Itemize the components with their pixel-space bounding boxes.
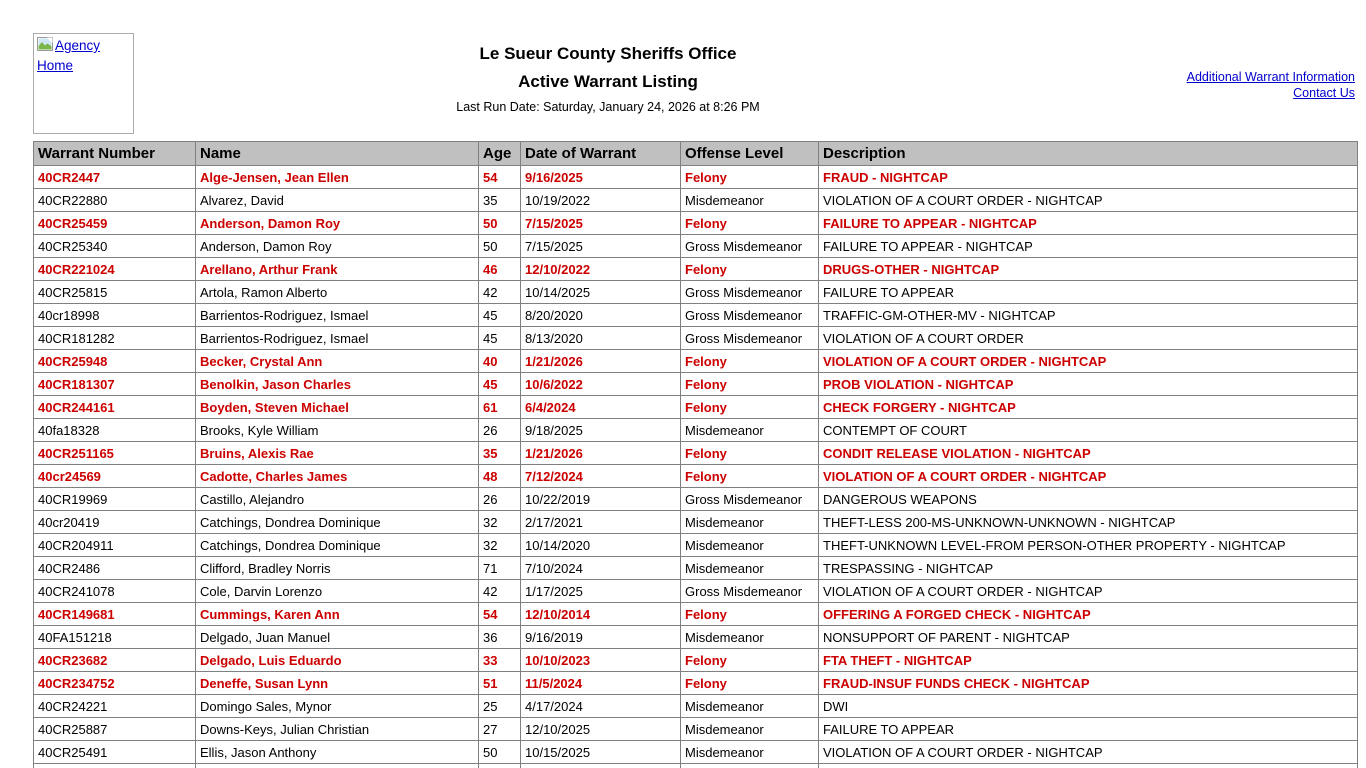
table-row [34, 511, 1358, 534]
date-of-warrant-cell: 10/22/2019 [521, 488, 681, 511]
date-of-warrant-cell: 2/17/2021 [521, 511, 681, 534]
table-row [34, 442, 1358, 465]
warrant-number-cell: 40CR244161 [34, 396, 196, 419]
age-cell: 54 [479, 166, 521, 189]
age-cell: 45 [479, 373, 521, 396]
warrant-number-cell: 40CR25459 [34, 212, 196, 235]
name-cell: Brooks, Kyle William [196, 419, 479, 442]
description-cell: VIOLATION OF A COURT ORDER [819, 327, 1358, 350]
table-row [34, 465, 1358, 488]
offense-level-cell: Felony [681, 649, 819, 672]
name-cell: Cummings, Karen Ann [196, 603, 479, 626]
page-header [0, 0, 1366, 141]
date-of-warrant-cell: 12/10/2022 [521, 258, 681, 281]
description-cell: FRAUD-INSUF FUNDS CHECK - NIGHTCAP [819, 672, 1358, 695]
name-cell: Arellano, Arthur Frank [196, 258, 479, 281]
table-row [34, 626, 1358, 649]
offense-level-cell: Misdemeanor [681, 419, 819, 442]
description-cell: CONDIT RELEASE VIOLATION - NIGHTCAP [819, 442, 1358, 465]
offense-level-cell: Felony [681, 258, 819, 281]
age-cell: 45 [479, 304, 521, 327]
table-row [34, 166, 1358, 189]
date-of-warrant-cell: 4/17/2024 [521, 695, 681, 718]
date-of-warrant-cell: 9/16/2025 [521, 166, 681, 189]
table-row [34, 281, 1358, 304]
name-cell: Barrientos-Rodriguez, Ismael [196, 304, 479, 327]
name-cell: Castillo, Alejandro [196, 488, 479, 511]
table-row [34, 396, 1358, 419]
name-cell: Catchings, Dondrea Dominique [196, 511, 479, 534]
offense-level-cell: Gross Misdemeanor [681, 327, 819, 350]
age-cell: 50 [479, 235, 521, 258]
warrant-number-cell: 40CR25340 [34, 235, 196, 258]
warrant-number-cell: 40cr24569 [34, 465, 196, 488]
date-of-warrant-cell: 10/10/2023 [521, 649, 681, 672]
warrant-number-cell: 40CR2447 [34, 166, 196, 189]
date-of-warrant-cell: 10/19/2022 [521, 189, 681, 212]
description-cell: VIOLATION OF A COURT ORDER - NIGHTCAP [819, 741, 1358, 764]
age-cell: 50 [479, 212, 521, 235]
age-cell: 51 [479, 672, 521, 695]
table-row [34, 373, 1358, 396]
description-cell: CHECK FORGERY - NIGHTCAP [819, 396, 1358, 419]
offense-level-cell [681, 764, 819, 768]
warrant-number-cell: 40CR19969 [34, 488, 196, 511]
table-row [34, 235, 1358, 258]
warrant-number-cell: 40CR181282 [34, 327, 196, 350]
date-of-warrant-cell: 8/13/2020 [521, 327, 681, 350]
age-cell: 35 [479, 442, 521, 465]
offense-level-cell: Felony [681, 603, 819, 626]
description-cell: TRESPASSING - NIGHTCAP [819, 557, 1358, 580]
offense-level-cell: Felony [681, 396, 819, 419]
name-cell: Boyden, Steven Michael [196, 396, 479, 419]
date-of-warrant-cell: 1/17/2025 [521, 580, 681, 603]
name-cell: Clifford, Bradley Norris [196, 557, 479, 580]
description-cell: OFFERING A FORGED CHECK - NIGHTCAP [819, 603, 1358, 626]
table-header-row [34, 142, 1358, 166]
warrant-number-cell: 40CR25887 [34, 718, 196, 741]
age-cell: 46 [479, 258, 521, 281]
date-of-warrant-cell: 7/12/2024 [521, 465, 681, 488]
table-row [34, 580, 1358, 603]
age-cell: 42 [479, 580, 521, 603]
date-of-warrant-cell: 10/14/2020 [521, 534, 681, 557]
age-cell: 26 [479, 419, 521, 442]
name-cell: Anderson, Damon Roy [196, 212, 479, 235]
warrant-number-cell: 40CR25815 [34, 281, 196, 304]
description-cell [819, 764, 1358, 768]
column-header-warrant-number: Warrant Number [34, 142, 196, 166]
offense-level-cell: Gross Misdemeanor [681, 488, 819, 511]
table-row [34, 534, 1358, 557]
warrant-number-cell: 40CR24221 [34, 695, 196, 718]
name-cell: Delgado, Luis Eduardo [196, 649, 479, 672]
offense-level-cell: Gross Misdemeanor [681, 304, 819, 327]
warrant-table-body [34, 166, 1358, 768]
name-cell: Catchings, Dondrea Dominique [196, 534, 479, 557]
warrant-number-cell: 40CR25491 [34, 741, 196, 764]
name-cell: Cadotte, Charles James [196, 465, 479, 488]
description-cell: THEFT-LESS 200-MS-UNKNOWN-UNKNOWN - NIGHTCAP [819, 511, 1358, 534]
column-header-name: Name [196, 142, 479, 166]
table-row [34, 304, 1358, 327]
description-cell: FAILURE TO APPEAR [819, 281, 1358, 304]
date-of-warrant-cell: 10/6/2022 [521, 373, 681, 396]
description-cell: VIOLATION OF A COURT ORDER - NIGHTCAP [819, 580, 1358, 603]
description-cell: FAILURE TO APPEAR [819, 718, 1358, 741]
table-row [34, 258, 1358, 281]
name-cell: Anderson, Damon Roy [196, 235, 479, 258]
date-of-warrant-cell: 1/21/2026 [521, 442, 681, 465]
date-of-warrant-cell: 9/18/2025 [521, 419, 681, 442]
table-row [34, 557, 1358, 580]
date-of-warrant-cell: 11/5/2024 [521, 672, 681, 695]
warrant-number-cell: 40CR181307 [34, 373, 196, 396]
name-cell: Deneffe, Susan Lynn [196, 672, 479, 695]
warrant-number-cell: 40CR251165 [34, 442, 196, 465]
warrant-number-cell: 40CR23682 [34, 649, 196, 672]
offense-level-cell: Misdemeanor [681, 534, 819, 557]
warrant-number-cell: 40CR149681 [34, 603, 196, 626]
warrant-number-cell: 40CR22880 [34, 189, 196, 212]
age-cell: 32 [479, 534, 521, 557]
contact-us-link[interactable]: Contact Us [1293, 86, 1355, 100]
name-cell: Becker, Crystal Ann [196, 350, 479, 373]
description-cell: THEFT-UNKNOWN LEVEL-FROM PERSON-OTHER PROPERTY - NIGHTCAP [819, 534, 1358, 557]
name-cell [196, 764, 479, 768]
age-cell: 50 [479, 741, 521, 764]
age-cell: 42 [479, 281, 521, 304]
description-cell: FAILURE TO APPEAR - NIGHTCAP [819, 235, 1358, 258]
description-cell: VIOLATION OF A COURT ORDER - NIGHTCAP [819, 189, 1358, 212]
last-run-date: Last Run Date: Saturday, January 24, 2026 at 8:26 PM [456, 100, 760, 114]
description-cell: DWI [819, 695, 1358, 718]
offense-level-cell: Felony [681, 166, 819, 189]
table-row [34, 695, 1358, 718]
broken-image-icon [37, 37, 53, 57]
offense-level-cell: Misdemeanor [681, 695, 819, 718]
date-of-warrant-cell: 1/21/2026 [521, 350, 681, 373]
name-cell: Ellis, Jason Anthony [196, 741, 479, 764]
description-cell: TRAFFIC-GM-OTHER-MV - NIGHTCAP [819, 304, 1358, 327]
offense-level-cell: Misdemeanor [681, 741, 819, 764]
age-cell: 35 [479, 189, 521, 212]
warrant-number-cell: 40CR204911 [34, 534, 196, 557]
table-row [34, 741, 1358, 764]
name-cell: Alge-Jensen, Jean Ellen [196, 166, 479, 189]
offense-level-cell: Felony [681, 373, 819, 396]
description-cell: CONTEMPT OF COURT [819, 419, 1358, 442]
name-cell: Delgado, Juan Manuel [196, 626, 479, 649]
column-header-age: Age [479, 142, 521, 166]
warrant-number-cell: 40FA151218 [34, 626, 196, 649]
offense-level-cell: Misdemeanor [681, 557, 819, 580]
name-cell: Domingo Sales, Mynor [196, 695, 479, 718]
description-cell: DRUGS-OTHER - NIGHTCAP [819, 258, 1358, 281]
warrant-number-cell: 40CR25948 [34, 350, 196, 373]
warrant-number-cell: 40cr18998 [34, 304, 196, 327]
age-cell: 45 [479, 327, 521, 350]
table-row [34, 419, 1358, 442]
name-cell: Alvarez, David [196, 189, 479, 212]
offense-level-cell: Felony [681, 465, 819, 488]
table-row [34, 672, 1358, 695]
table-row [34, 649, 1358, 672]
age-cell: 36 [479, 626, 521, 649]
description-cell: DANGEROUS WEAPONS [819, 488, 1358, 511]
offense-level-cell: Felony [681, 672, 819, 695]
name-cell: Benolkin, Jason Charles [196, 373, 479, 396]
offense-level-cell: Gross Misdemeanor [681, 235, 819, 258]
age-cell: 25 [479, 695, 521, 718]
table-row [34, 327, 1358, 350]
age-cell: 33 [479, 649, 521, 672]
offense-level-cell: Misdemeanor [681, 626, 819, 649]
date-of-warrant-cell: 7/15/2025 [521, 212, 681, 235]
age-cell [479, 764, 521, 768]
agency-home-alt-text: Agency Home [37, 38, 101, 73]
table-row [34, 350, 1358, 373]
age-cell: 40 [479, 350, 521, 373]
additional-warrant-info-link[interactable]: Additional Warrant Information [1186, 70, 1355, 84]
date-of-warrant-cell: 10/15/2025 [521, 741, 681, 764]
warrant-number-cell: 40cr20419 [34, 511, 196, 534]
column-header-date-of-warrant: Date of Warrant [521, 142, 681, 166]
description-cell: PROB VIOLATION - NIGHTCAP [819, 373, 1358, 396]
date-of-warrant-cell [521, 764, 681, 768]
name-cell: Artola, Ramon Alberto [196, 281, 479, 304]
offense-level-cell: Gross Misdemeanor [681, 281, 819, 304]
title-block [135, 44, 1081, 114]
table-row-partial [34, 764, 1358, 768]
page-subtitle: Active Warrant Listing [518, 72, 698, 91]
date-of-warrant-cell: 9/16/2019 [521, 626, 681, 649]
description-cell: NONSUPPORT OF PARENT - NIGHTCAP [819, 626, 1358, 649]
age-cell: 32 [479, 511, 521, 534]
page-title: Le Sueur County Sheriffs Office [479, 44, 737, 63]
agency-home-link[interactable] [33, 33, 134, 134]
description-cell: FTA THEFT - NIGHTCAP [819, 649, 1358, 672]
date-of-warrant-cell: 10/14/2025 [521, 281, 681, 304]
age-cell: 27 [479, 718, 521, 741]
date-of-warrant-cell: 12/10/2025 [521, 718, 681, 741]
column-header-description: Description [819, 142, 1358, 166]
warrant-number-cell: 40CR221024 [34, 258, 196, 281]
date-of-warrant-cell: 6/4/2024 [521, 396, 681, 419]
warrant-number-cell: 40CR234752 [34, 672, 196, 695]
header-links [1187, 69, 1355, 101]
age-cell: 48 [479, 465, 521, 488]
description-cell: VIOLATION OF A COURT ORDER - NIGHTCAP [819, 350, 1358, 373]
name-cell: Cole, Darvin Lorenzo [196, 580, 479, 603]
column-header-offense-level: Offense Level [681, 142, 819, 166]
age-cell: 61 [479, 396, 521, 419]
table-row [34, 189, 1358, 212]
warrants-table [33, 141, 1358, 768]
name-cell: Downs-Keys, Julian Christian [196, 718, 479, 741]
date-of-warrant-cell: 7/15/2025 [521, 235, 681, 258]
table-row [34, 212, 1358, 235]
name-cell: Barrientos-Rodriguez, Ismael [196, 327, 479, 350]
offense-level-cell: Misdemeanor [681, 511, 819, 534]
offense-level-cell: Gross Misdemeanor [681, 580, 819, 603]
age-cell: 26 [479, 488, 521, 511]
table-row [34, 718, 1358, 741]
date-of-warrant-cell: 8/20/2020 [521, 304, 681, 327]
table-row [34, 603, 1358, 626]
date-of-warrant-cell: 12/10/2014 [521, 603, 681, 626]
age-cell: 71 [479, 557, 521, 580]
description-cell: VIOLATION OF A COURT ORDER - NIGHTCAP [819, 465, 1358, 488]
description-cell: FAILURE TO APPEAR - NIGHTCAP [819, 212, 1358, 235]
warrant-number-cell: 40fa18328 [34, 419, 196, 442]
description-cell: FRAUD - NIGHTCAP [819, 166, 1358, 189]
table-row [34, 488, 1358, 511]
offense-level-cell: Felony [681, 350, 819, 373]
offense-level-cell: Felony [681, 442, 819, 465]
offense-level-cell: Misdemeanor [681, 189, 819, 212]
offense-level-cell: Misdemeanor [681, 718, 819, 741]
warrant-number-cell: 40CR241078 [34, 580, 196, 603]
date-of-warrant-cell: 7/10/2024 [521, 557, 681, 580]
age-cell: 54 [479, 603, 521, 626]
warrant-number-cell: 40CR2486 [34, 557, 196, 580]
offense-level-cell: Felony [681, 212, 819, 235]
name-cell: Bruins, Alexis Rae [196, 442, 479, 465]
warrant-number-cell [34, 764, 196, 768]
